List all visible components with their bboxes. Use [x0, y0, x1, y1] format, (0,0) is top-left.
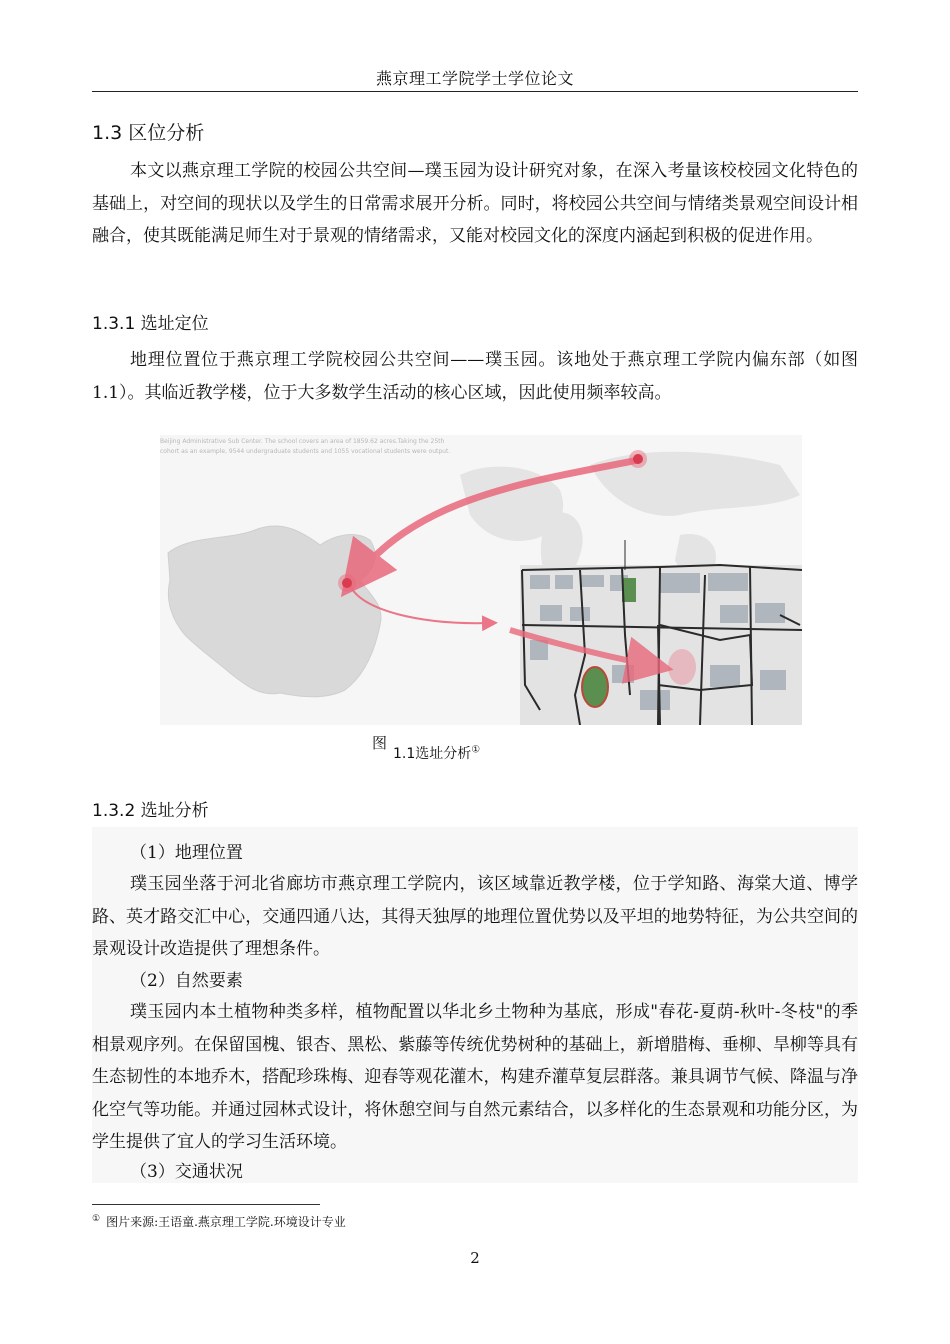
item-label-geography: （1）地理位置	[130, 843, 243, 863]
section-heading-1-3: 1.3 区位分析	[92, 122, 205, 144]
location-map-graphic	[160, 435, 802, 725]
caption-number: 1.1选址分析①	[393, 744, 481, 762]
footnote-mark: ①	[92, 1214, 101, 1224]
footnote	[92, 1213, 346, 1230]
map-annotation-text: Beijing Administrative Sub Center. The school covers an area of 1859.62 acres.Taking the 25th cohort as an example, 9544 undergraduate students and 1055 vocational students were output.	[160, 438, 451, 455]
caption-footnote-mark: ①	[471, 744, 481, 756]
figure-caption	[372, 732, 481, 762]
figure-site-location-map	[160, 435, 802, 725]
item-text-geography: 璞玉园坐落于河北省廊坊市燕京理工学院内，该区域靠近教学楼，位于学知路、海棠大道、博学路、英才路交汇中心，交通四通八达，其得天独厚的地理位置优势以及平坦的地势特征，为公共空间的景观设计改造提供了理想条件。	[92, 874, 858, 959]
footnote-rule	[92, 1204, 320, 1205]
section-1-3-paragraph: 本文以燕京理工学院的校园公共空间—璞玉园为设计研究对象，在深入考量该校校园文化特色的基础上，对空间的现状以及学生的日常需求展开分析。同时，将校园公共空间与情绪类景观空间设计相融合，使其既能满足师生对于景观的情绪需求，又能对校园文化的深度内涵起到积极的促进作用。	[92, 161, 858, 246]
running-header: 燕京理工学院学士学位论文	[375, 69, 574, 88]
item-label-nature: （2）自然要素	[130, 971, 243, 991]
section-heading-1-3-2: 1.3.2 选址分析	[92, 801, 209, 821]
section-1-3-1-paragraph: 地理位置位于燕京理工学院校园公共空间——璞玉园。该地处于燕京理工学院内偏东部（如图 1.1）。其临近教学楼，位于大多数学生活动的核心区域，因此使用频率较高。	[92, 350, 858, 403]
campus-plan	[520, 540, 802, 725]
page-number: 2	[470, 1249, 480, 1267]
origin-marker	[633, 454, 643, 464]
beijing-marker	[342, 578, 352, 588]
item-label-traffic: （3）交通状况	[130, 1162, 243, 1182]
china-map	[168, 526, 381, 697]
site-highlight	[668, 649, 696, 685]
section-heading-1-3-1: 1.3.1 选址定位	[92, 314, 209, 334]
footnote-text: 图片来源:王语童.燕京理工学院.环境设计专业	[106, 1215, 346, 1229]
header-rule	[92, 91, 858, 92]
caption-prefix: 图	[372, 734, 388, 752]
item-text-nature: 璞玉园内本土植物种类多样，植物配置以华北乡土物种为基底，形成"春花-夏荫-秋叶-冬枝"的季相景观序列。在保留国槐、银杏、黑松、紫藤等传统优势树种的基础上，新增腊梅、垂柳、旱柳等具有生态韧性的本地乔木，搭配珍珠梅、迎春等观花灌木，构建乔灌草复层群落。兼具调节气候、降温与净化空气等功能。并通过园林式设计，将休憩空间与自然元素结合，以多样化的生态景观和功能分区，为学生提供了宜人的学习生活环境。	[92, 1002, 858, 1152]
